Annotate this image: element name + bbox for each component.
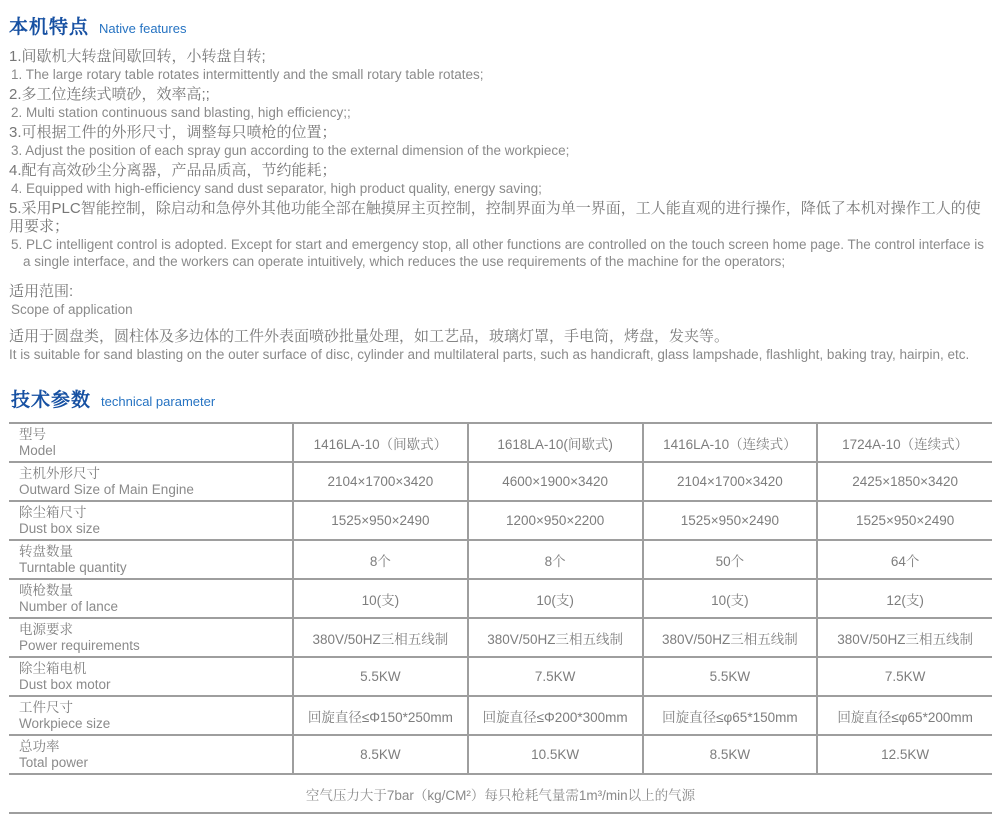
param-value: 12(支) [817,579,992,618]
feature-text-en: 2. Multi station continuous sand blasting, high efficiency;; [11,105,351,120]
param-value: 1200×950×2200 [468,501,643,540]
feature-text-en: 4. Equipped with high-efficiency sand dust separator, high product quality, energy saving; [11,181,542,196]
param-value: 8个 [468,540,643,579]
param-label [9,657,293,696]
param-label-zh: 主机外形尺寸 [19,465,100,481]
param-label-en: Total power [19,754,89,770]
param-value: 380V/50HZ三相五线制 [643,618,818,657]
feature-text-zh: 3.可根据工件的外形尺寸，调整每只喷枪的位置； [9,124,337,141]
param-value: 380V/50HZ三相五线制 [817,618,992,657]
param-label [9,618,293,657]
parameters-section-header [11,385,992,412]
param-label-en: Dust box size [19,520,101,536]
feature-text-zh: 4.配有高效砂尘分离器，产品品质高，节约能耗； [9,162,337,179]
param-value: 1525×950×2490 [293,501,468,540]
table-row-total-power [9,735,992,774]
param-label-zh: 型号 [19,426,46,442]
param-value: 8.5KW [293,735,468,774]
parameters-title-en: technical parameter [101,394,216,409]
table-row-power-requirements [9,618,992,657]
param-label-zh: 除尘箱电机 [19,660,87,676]
param-value: 回旋直径≤Φ150*250mm [293,696,468,735]
scope-label-en: Scope of application [11,302,133,317]
air-supply-footnote: 空气压力大于7bar（kg/CM²）每只枪耗气量需1m³/min以上的气源 [9,774,992,813]
param-value: 8.5KW [643,735,818,774]
param-value: 5.5KW [643,657,818,696]
parameters-title-zh: 技术参数 [11,390,92,411]
param-label-en: Dust box motor [19,676,111,692]
feature-item [9,162,992,197]
feature-item [9,86,992,121]
param-value: 10(支) [643,579,818,618]
param-label [9,540,293,579]
scope-label-zh: 适用范围: [9,283,74,300]
param-label-en: Workpiece size [19,715,111,731]
param-label [9,462,293,501]
table-row-lance-number [9,579,992,618]
param-label-zh: 工件尺寸 [19,699,73,715]
scope-description-en: It is suitable for sand blasting on the outer surface of disc, cylinder and multilateral parts, such as handicraft, glass lampshade, flashlight, baking tray, hairpin, etc. [9,347,970,362]
param-label [9,696,293,735]
param-value: 1618LA-10(间歇式) [468,423,643,462]
param-label-en: Power requirements [19,637,140,653]
feature-text-zh: 1.间歇机大转盘间歇回转，小转盘自转; [9,48,266,65]
table-row-dust-box-motor [9,657,992,696]
param-value: 2425×1850×3420 [817,462,992,501]
param-label-en: Outward Size of Main Engine [19,481,194,497]
features-section-header [9,12,992,39]
param-label-en: Model [19,442,56,458]
param-value: 1724A-10（连续式） [817,423,992,462]
param-label-en: Turntable quantity [19,559,127,575]
table-row-footnote [9,774,992,813]
param-label-zh: 电源要求 [19,621,73,637]
param-value: 64个 [817,540,992,579]
param-value: 回旋直径≤φ65*150mm [643,696,818,735]
param-value: 10(支) [468,579,643,618]
param-value: 2104×1700×3420 [643,462,818,501]
param-label [9,735,293,774]
param-value: 380V/50HZ三相五线制 [293,618,468,657]
param-label-zh: 除尘箱尺寸 [19,504,87,520]
features-title-en: Native features [99,21,187,36]
param-label-zh: 转盘数量 [19,543,73,559]
param-label-zh: 喷枪数量 [19,582,73,598]
param-value: 1416LA-10（间歇式） [293,423,468,462]
param-value: 2104×1700×3420 [293,462,468,501]
param-value: 4600×1900×3420 [468,462,643,501]
table-row-main-engine-size [9,462,992,501]
param-value: 1525×950×2490 [817,501,992,540]
param-label-en: Number of lance [19,598,119,614]
feature-text-zh: 2.多工位连续式喷砂，效率高;; [9,86,210,103]
param-value: 50个 [643,540,818,579]
param-value: 8个 [293,540,468,579]
param-value: 10.5KW [468,735,643,774]
feature-item [9,200,992,270]
feature-text-en: 3. Adjust the position of each spray gun according to the external dimension of the workpiece; [11,143,570,158]
table-row-dust-box-size [9,501,992,540]
features-title-zh: 本机特点 [9,17,90,38]
feature-list [9,48,992,270]
param-value: 380V/50HZ三相五线制 [468,618,643,657]
param-value: 7.5KW [817,657,992,696]
feature-item [9,124,992,159]
technical-parameters-table [9,422,992,814]
param-value: 回旋直径≤φ65*200mm [817,696,992,735]
scope-description-zh: 适用于圆盘类，圆柱体及多边体的工件外表面喷砂批量处理，如工艺品，玻璃灯罩，手电筒，烤盘，发夹等。 [9,328,730,345]
param-value: 10(支) [293,579,468,618]
table-row-turntable-quantity [9,540,992,579]
feature-text-zh: 5.采用PLC智能控制，除启动和急停外其他功能全部在触摸屏主页控制，控制界面为单一界面，工人能直观的进行操作，降低了本机对操作工人的使用要求； [9,200,981,235]
param-value: 1416LA-10（连续式） [643,423,818,462]
feature-text-en: 5. PLC intelligent control is adopted. Except for start and emergency stop, all other functions are controlled on the touch screen home page. The control interface is a single interface, and the workers can operate intuitively, which reduces the use requirements of the machine for the operators; [11,237,985,269]
param-value: 1525×950×2490 [643,501,818,540]
feature-item [9,48,992,83]
param-value: 12.5KW [817,735,992,774]
table-row-model [9,423,992,462]
table-row-workpiece-size [9,696,992,735]
param-value: 回旋直径≤Φ200*300mm [468,696,643,735]
param-value: 5.5KW [293,657,468,696]
param-label [9,579,293,618]
param-value: 7.5KW [468,657,643,696]
param-label [9,423,293,462]
param-label-zh: 总功率 [19,738,60,754]
feature-text-en: 1. The large rotary table rotates intermittently and the small rotary table rotates; [11,67,484,82]
param-label [9,501,293,540]
scope-of-application [9,283,992,363]
